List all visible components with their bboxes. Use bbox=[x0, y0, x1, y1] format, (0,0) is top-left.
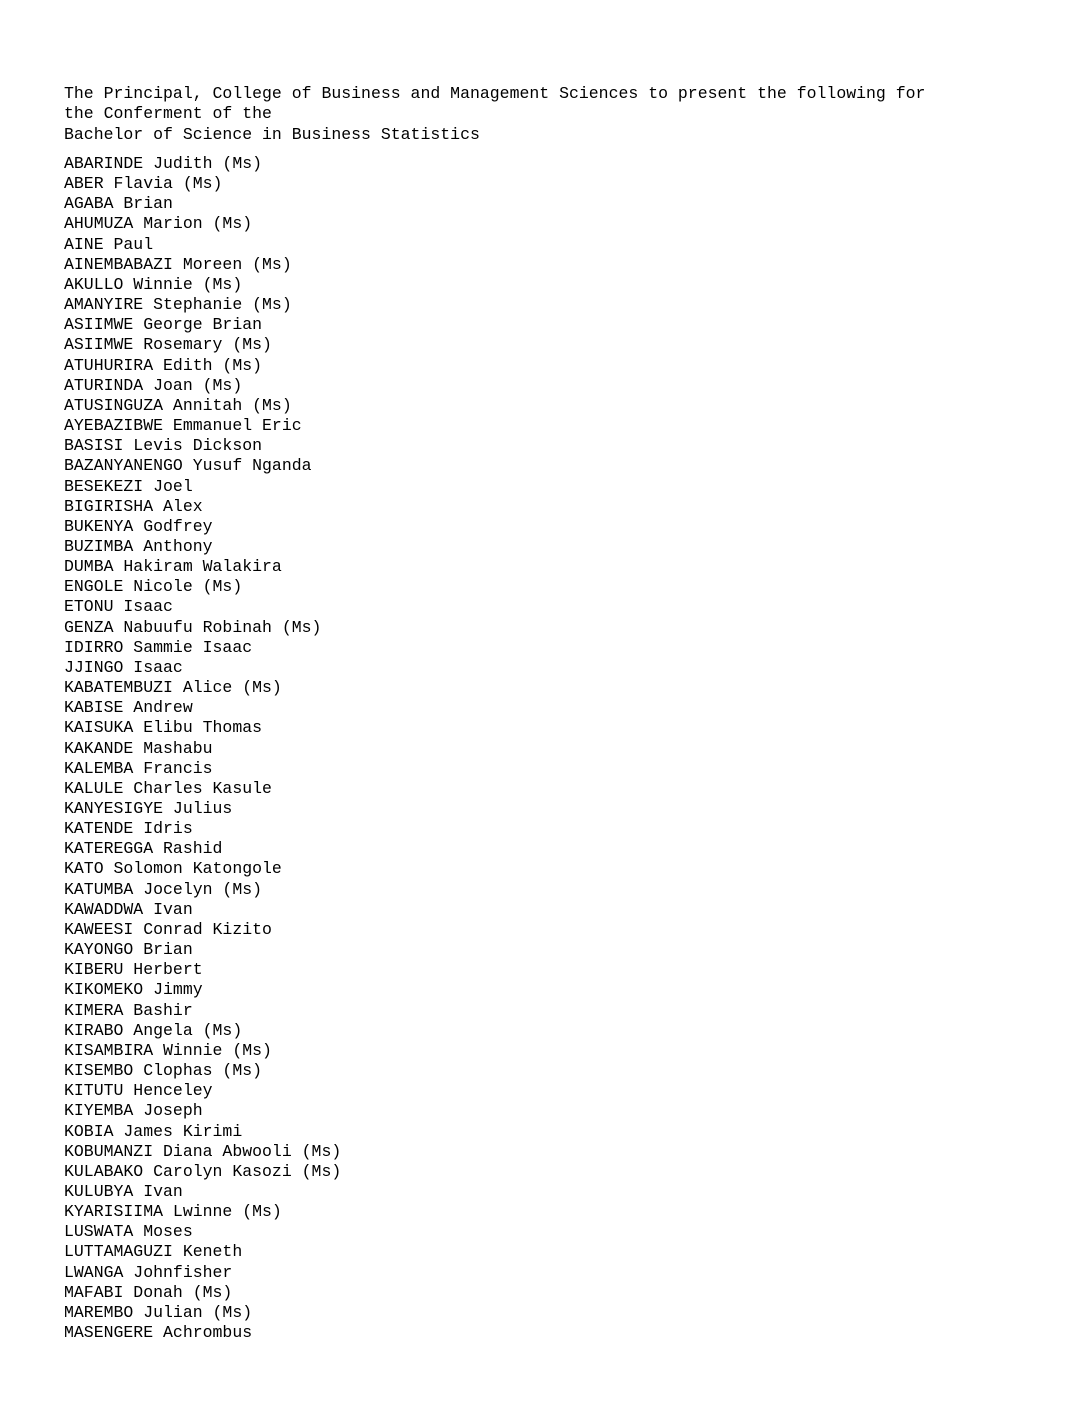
graduand-name: KANYESIGYE Julius bbox=[64, 799, 233, 818]
graduand-name: ATURINDA Joan (Ms) bbox=[64, 375, 243, 395]
graduand-name: ENGOLE Nicole (Ms) bbox=[64, 577, 243, 597]
graduand-name: KIRABO Angela (Ms) bbox=[64, 1020, 243, 1040]
header-line-1: The Principal, College of Business and Management Sciences to present the following for bbox=[64, 84, 926, 103]
graduand-name: AGABA Brian bbox=[64, 194, 173, 214]
graduand-name: KAKANDE Mashabu bbox=[64, 738, 213, 758]
graduand-name: ETONU Isaac bbox=[64, 597, 173, 617]
graduand-name: KALEMBA Francis bbox=[64, 758, 213, 778]
graduand-name: KITUTU Henceley bbox=[64, 1081, 213, 1101]
graduand-name: BIGIRISHA Alex bbox=[64, 496, 203, 516]
graduand-name: BUZIMBA Anthony bbox=[64, 536, 213, 556]
graduand-name: KAISUKA Elibu Thomas bbox=[64, 718, 263, 738]
graduand-name: BUKENYA Godfrey bbox=[64, 516, 213, 536]
graduand-name: KIBERU Herbert bbox=[64, 960, 203, 980]
graduand-name: BESEKEZI Joel bbox=[64, 476, 193, 496]
graduand-name: KABATEMBUZI Alice (Ms) bbox=[64, 678, 282, 698]
graduand-name: KATEREGGA Rashid bbox=[64, 839, 223, 859]
graduand-name: KULUBYA Ivan bbox=[64, 1181, 183, 1201]
graduand-name: KATENDE Idris bbox=[64, 819, 193, 839]
graduand-name: BAZANYANENGO Yusuf Nganda bbox=[64, 456, 312, 476]
graduand-name: BASISI Levis Dickson bbox=[64, 436, 263, 456]
graduand-name: AINE Paul bbox=[64, 234, 154, 254]
graduand-name: KISEMBO Clophas (Ms) bbox=[64, 1061, 263, 1081]
graduand-name: AKULLO Winnie (Ms) bbox=[64, 274, 243, 294]
graduand-name: LUSWATA Moses bbox=[64, 1222, 193, 1242]
graduand-name: KOBIA James Kirimi bbox=[64, 1121, 243, 1141]
graduand-name: KAWEESI Conrad Kizito bbox=[64, 919, 272, 939]
graduand-name: MASENGERE Achrombus bbox=[64, 1323, 253, 1343]
graduand-name: AINEMBABAZI Moreen (Ms) bbox=[64, 254, 292, 274]
graduand-name: KABISE Andrew bbox=[64, 698, 193, 718]
graduand-name: ATUSINGUZA Annitah (Ms) bbox=[64, 395, 292, 415]
graduand-name: KALULE Charles Kasule bbox=[64, 778, 272, 798]
graduand-name: KOBUMANZI Diana Abwooli (Ms) bbox=[64, 1141, 342, 1161]
header-line-2: the Conferment of the bbox=[64, 104, 272, 124]
graduand-name: KATUMBA Jocelyn (Ms) bbox=[64, 879, 263, 899]
graduand-name: ASIIMWE Rosemary (Ms) bbox=[64, 335, 272, 355]
graduand-name: KAYONGO Brian bbox=[64, 940, 193, 960]
graduand-name: KIYEMBA Joseph bbox=[64, 1101, 203, 1121]
graduand-name: ATUHURIRA Edith (Ms) bbox=[64, 355, 263, 375]
graduand-name: KIMERA Bashir bbox=[64, 1000, 193, 1020]
graduand-name: KATO Solomon Katongole bbox=[64, 859, 282, 879]
graduand-name: AHUMUZA Marion (Ms) bbox=[64, 214, 253, 234]
graduand-name: ABER Flavia (Ms) bbox=[64, 174, 223, 194]
document-header bbox=[64, 84, 1024, 145]
graduand-name: KIKOMEKO Jimmy bbox=[64, 980, 203, 1000]
graduand-name: AYEBAZIBWE Emmanuel Eric bbox=[64, 416, 302, 436]
graduand-name: KULABAKO Carolyn Kasozi (Ms) bbox=[64, 1161, 342, 1181]
graduand-name: LWANGA Johnfisher bbox=[64, 1262, 233, 1282]
graduand-name: ABARINDE Judith (Ms) bbox=[64, 154, 263, 173]
header-line-3: Bachelor of Science in Business Statistics bbox=[64, 124, 480, 144]
graduand-name: GENZA Nabuufu Robinah (Ms) bbox=[64, 617, 322, 637]
graduand-name: JJINGO Isaac bbox=[64, 657, 183, 677]
graduand-name: AMANYIRE Stephanie (Ms) bbox=[64, 295, 292, 315]
graduand-name: IDIRRO Sammie Isaac bbox=[64, 637, 253, 657]
graduand-name: LUTTAMAGUZI Keneth bbox=[64, 1242, 243, 1262]
graduand-name: DUMBA Hakiram Walakira bbox=[64, 557, 282, 577]
graduand-name: MAFABI Donah (Ms) bbox=[64, 1282, 233, 1302]
graduand-name: ASIIMWE George Brian bbox=[64, 315, 263, 335]
graduand-list bbox=[64, 154, 341, 1343]
graduand-name: KYARISIIMA Lwinne (Ms) bbox=[64, 1202, 282, 1222]
graduand-name: KISAMBIRA Winnie (Ms) bbox=[64, 1040, 272, 1060]
graduand-name: MAREMBO Julian (Ms) bbox=[64, 1302, 253, 1322]
graduand-name: KAWADDWA Ivan bbox=[64, 899, 193, 919]
